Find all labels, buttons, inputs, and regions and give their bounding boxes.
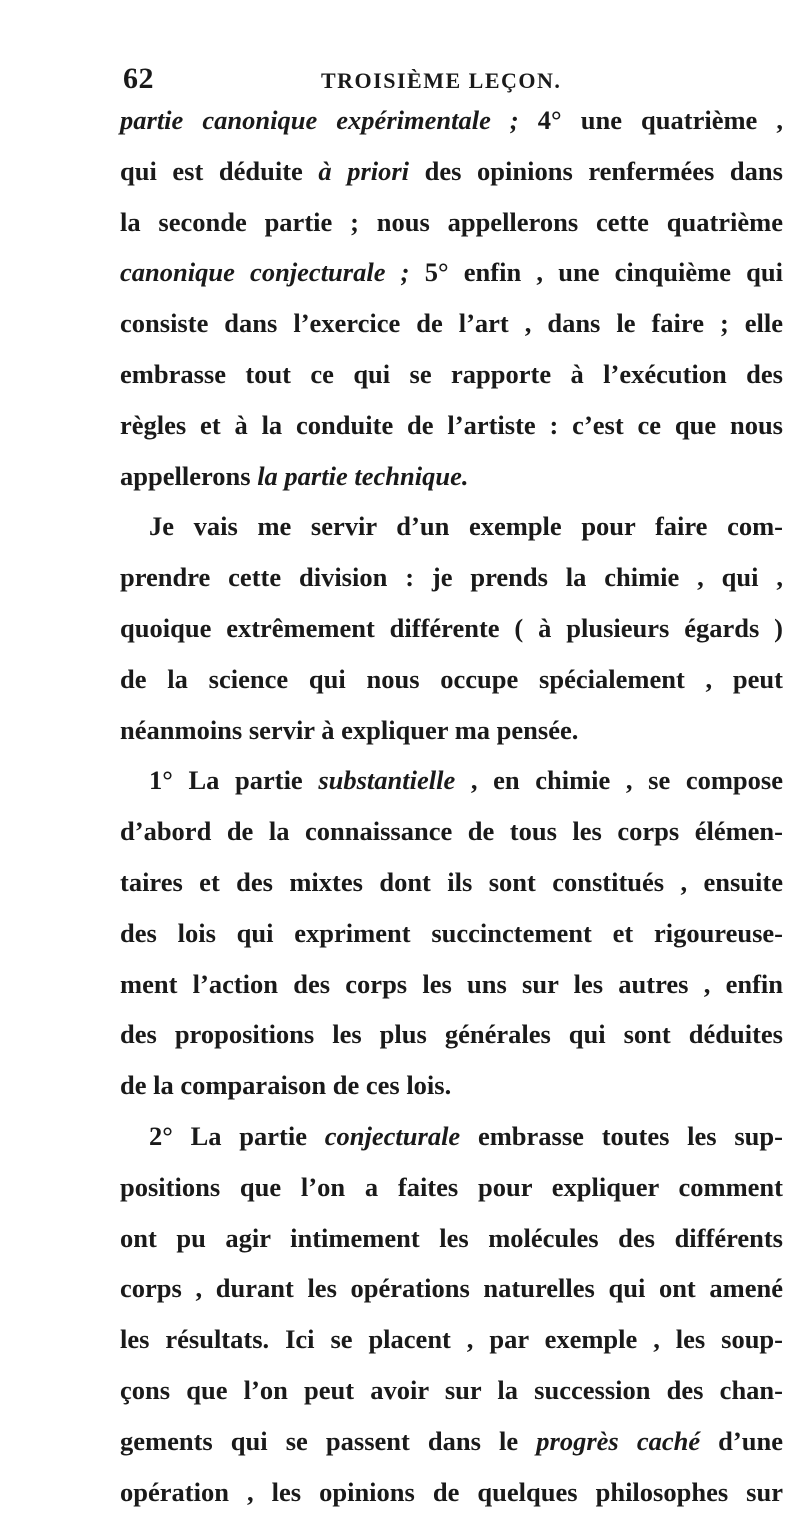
text-run: consiste dans l’exercice de l’art , dans le faire ; elle [120,308,783,339]
italic-text-run: conjecturale [324,1120,461,1151]
text-run: qui est déduite [120,155,319,186]
text-line [120,857,783,908]
text-line [120,1416,783,1467]
text-run: des propositions les plus générales qui sont déduites [120,1019,783,1050]
text-run: d’abord de la connaissance de tous les corps élémen- [120,816,783,847]
text-line [120,1009,783,1060]
text-run: positions que l’on a faites pour expliquer comment [120,1171,783,1202]
text-run: d’une [700,1425,783,1456]
text-run: embrasse toutes les sup- [460,1120,783,1151]
text-line [120,451,783,502]
text-run: les résultats. Ici se placent , par exemple , les soup- [120,1324,783,1355]
italic-text-run: canonique conjecturale ; [120,257,410,288]
text-run: 5° enfin , une cinquième qui [409,257,783,288]
text-line [120,552,783,603]
text-line [120,298,783,349]
text-line [120,806,783,857]
text-line [120,1060,783,1111]
text-line [120,908,783,959]
text-run: prendre cette division : je prends la chimie , qui , [120,562,783,593]
text-line [120,146,783,197]
text-run: des opinions renfermées dans [409,155,783,186]
italic-text-run: la partie technique. [257,460,469,491]
text-line [120,1467,783,1517]
text-run: ment l’action des corps les uns sur les autres , enfin [120,968,783,999]
text-run: , en chimie , se compose [455,765,783,796]
text-line [120,603,783,654]
italic-text-run: progrès caché [536,1425,701,1456]
text-line [120,1365,783,1416]
text-run: gements qui se passent dans le [120,1425,537,1456]
text-run: appellerons [120,460,258,491]
italic-text-run: substantielle [318,765,456,796]
body-text [120,95,783,1517]
text-run: 2° La partie [149,1120,325,1151]
text-run: corps , durant les opérations naturelles qui ont amené [120,1273,783,1304]
text-run: néanmoins servir à expliquer ma pensée. [120,714,579,745]
text-run: opération , les opinions de quelques philosophes sur [120,1476,783,1507]
text-run: çons que l’on peut avoir sur la succession des chan- [120,1374,783,1405]
page-number: 62 [123,62,154,95]
text-run: de la comparaison de ces lois. [120,1070,452,1101]
paragraph-start-line [120,1111,783,1162]
text-run: taires et des mixtes dont ils sont constitués , ensuite [120,866,783,897]
text-line [120,95,783,146]
text-line [120,959,783,1010]
text-line [120,400,783,451]
text-run: la seconde partie ; nous appellerons cette quatrième [120,206,783,237]
italic-text-run: partie canonique expérimentale ; [120,105,519,135]
text-run: ont pu agir intimement les molécules des différents [120,1222,783,1253]
paragraph-start-line [120,501,783,552]
running-title: TROISIÈME LEÇON. [321,68,562,93]
text-line [120,1162,783,1213]
text-run: embrasse tout ce qui se rapporte à l’exécution des [120,358,783,389]
text-line [120,654,783,705]
text-run: 1° La partie [149,765,319,796]
text-line [120,1213,783,1264]
text-run: 4° une quatrième , [518,105,783,135]
text-line [120,197,783,248]
text-run: quoique extrêmement différente ( à plusieurs égards ) [120,612,783,643]
text-run: des lois qui expriment succinctement et rigoureuse- [120,917,783,948]
text-line [120,705,783,756]
text-line [120,1263,783,1314]
italic-text-run: à priori [318,155,410,186]
text-run: règles et à la conduite de l’artiste : c’est ce que nous [120,409,783,440]
text-line [120,349,783,400]
paragraph-start-line [120,755,783,806]
text-run: Je vais me servir d’un exemple pour faire com- [149,511,783,542]
text-run: de la science qui nous occupe spécialement , peut [120,663,783,694]
running-head [123,62,783,98]
text-line [120,247,783,298]
